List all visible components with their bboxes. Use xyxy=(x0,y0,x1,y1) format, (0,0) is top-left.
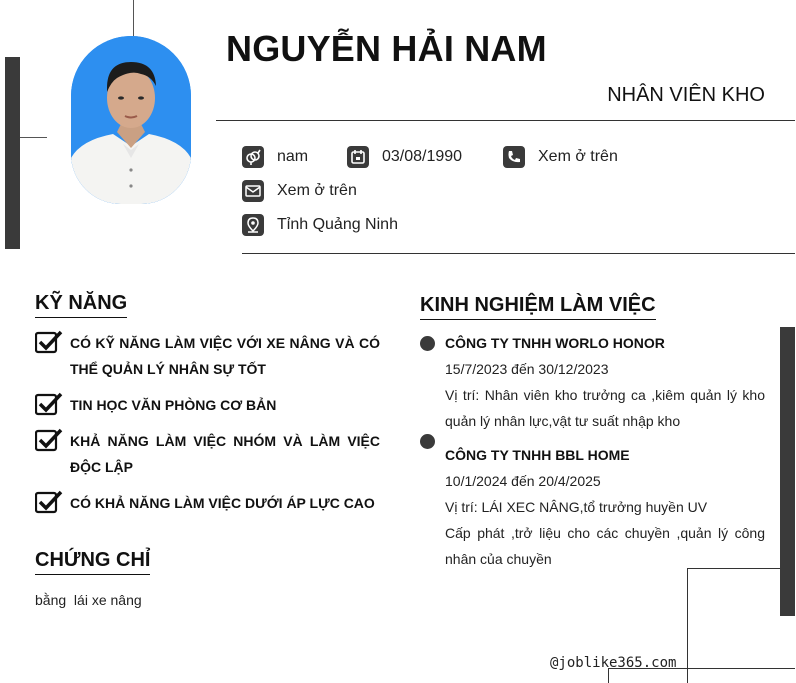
skill-text: KHẢ NĂNG LÀM VIỆC NHÓM VÀ LÀM VIỆC ĐỘC LẬP xyxy=(70,433,380,475)
job-description: Vị trí: Nhân viên kho trưởng ca ,kiêm quản lý kho quản lý nhân lực,vật tư suất nhập kho xyxy=(445,387,765,429)
checkbox-checked-icon xyxy=(35,428,63,452)
job-position: NHÂN VIÊN KHO xyxy=(607,84,765,106)
job-description-extra: Cấp phát ,trở liệu cho các chuyền ,quản lý công nhân của chuyền xyxy=(445,525,765,567)
contact-address xyxy=(242,214,398,236)
full-name: NGUYỄN HẢI NAM xyxy=(226,28,547,69)
phone-icon xyxy=(503,146,525,168)
bullet-dot-icon xyxy=(420,336,435,351)
right-accent-bar xyxy=(780,327,795,616)
site-watermark: @joblike365.com xyxy=(550,655,677,671)
top-divider-line xyxy=(133,0,134,36)
certificate-text: bằng lái xe nâng xyxy=(35,592,142,608)
left-accent-bar xyxy=(5,57,20,249)
skill-text: CÓ KỸ NĂNG LÀM VIỆC VỚI XE NÂNG VÀ CÓ THỂ QUẢN LÝ NHÂN SỰ TỐT xyxy=(70,335,380,377)
left-divider-line xyxy=(20,137,47,138)
name-divider xyxy=(216,120,795,121)
job-period: 15/7/2023 đến 30/12/2023 xyxy=(445,361,609,377)
checkbox-checked-icon xyxy=(35,392,63,416)
skill-text: CÓ KHẢ NĂNG LÀM VIỆC DƯỚI ÁP LỰC CAO xyxy=(70,495,375,511)
phone-value: Xem ở trên xyxy=(538,148,618,165)
job-period: 10/1/2024 đến 20/4/2025 xyxy=(445,473,601,489)
profile-photo xyxy=(71,36,191,204)
checkbox-checked-icon xyxy=(35,490,63,514)
contact-birthdate xyxy=(347,146,462,168)
birthdate-value: 03/08/1990 xyxy=(382,148,463,165)
skills-heading: KỸ NĂNG xyxy=(35,292,127,318)
job-entry xyxy=(420,330,765,434)
job-description: Vị trí: LÁI XEC NÂNG,tổ trưởng huyền UV xyxy=(445,499,708,515)
location-pin-icon xyxy=(242,214,264,236)
contact-phone xyxy=(503,146,618,168)
job-entry xyxy=(420,430,765,572)
skill-item xyxy=(35,428,380,480)
contact-email xyxy=(242,180,357,202)
skill-item xyxy=(35,490,380,516)
experience-heading: KINH NGHIỆM LÀM VIỆC xyxy=(420,294,656,320)
job-company: CÔNG TY TNHH WORLO HONOR xyxy=(445,335,665,351)
bullet-dot-icon xyxy=(420,434,435,449)
skill-item xyxy=(35,392,380,418)
certificates-heading: CHỨNG CHỈ xyxy=(35,549,150,575)
corner-frame xyxy=(687,568,780,683)
gender-icon xyxy=(242,146,264,168)
gender-value: nam xyxy=(277,148,309,165)
email-icon xyxy=(242,180,264,202)
checkbox-checked-icon xyxy=(35,330,63,354)
contact-divider xyxy=(242,253,795,254)
job-company: CÔNG TY TNHH BBL HOME xyxy=(445,447,630,463)
skill-item xyxy=(35,330,380,382)
contact-gender xyxy=(242,146,308,168)
address-value: Tỉnh Quảng Ninh xyxy=(277,216,398,233)
skill-text: TIN HỌC VĂN PHÒNG CƠ BẢN xyxy=(70,397,277,413)
calendar-icon xyxy=(347,146,369,168)
email-value: Xem ở trên xyxy=(277,182,357,199)
